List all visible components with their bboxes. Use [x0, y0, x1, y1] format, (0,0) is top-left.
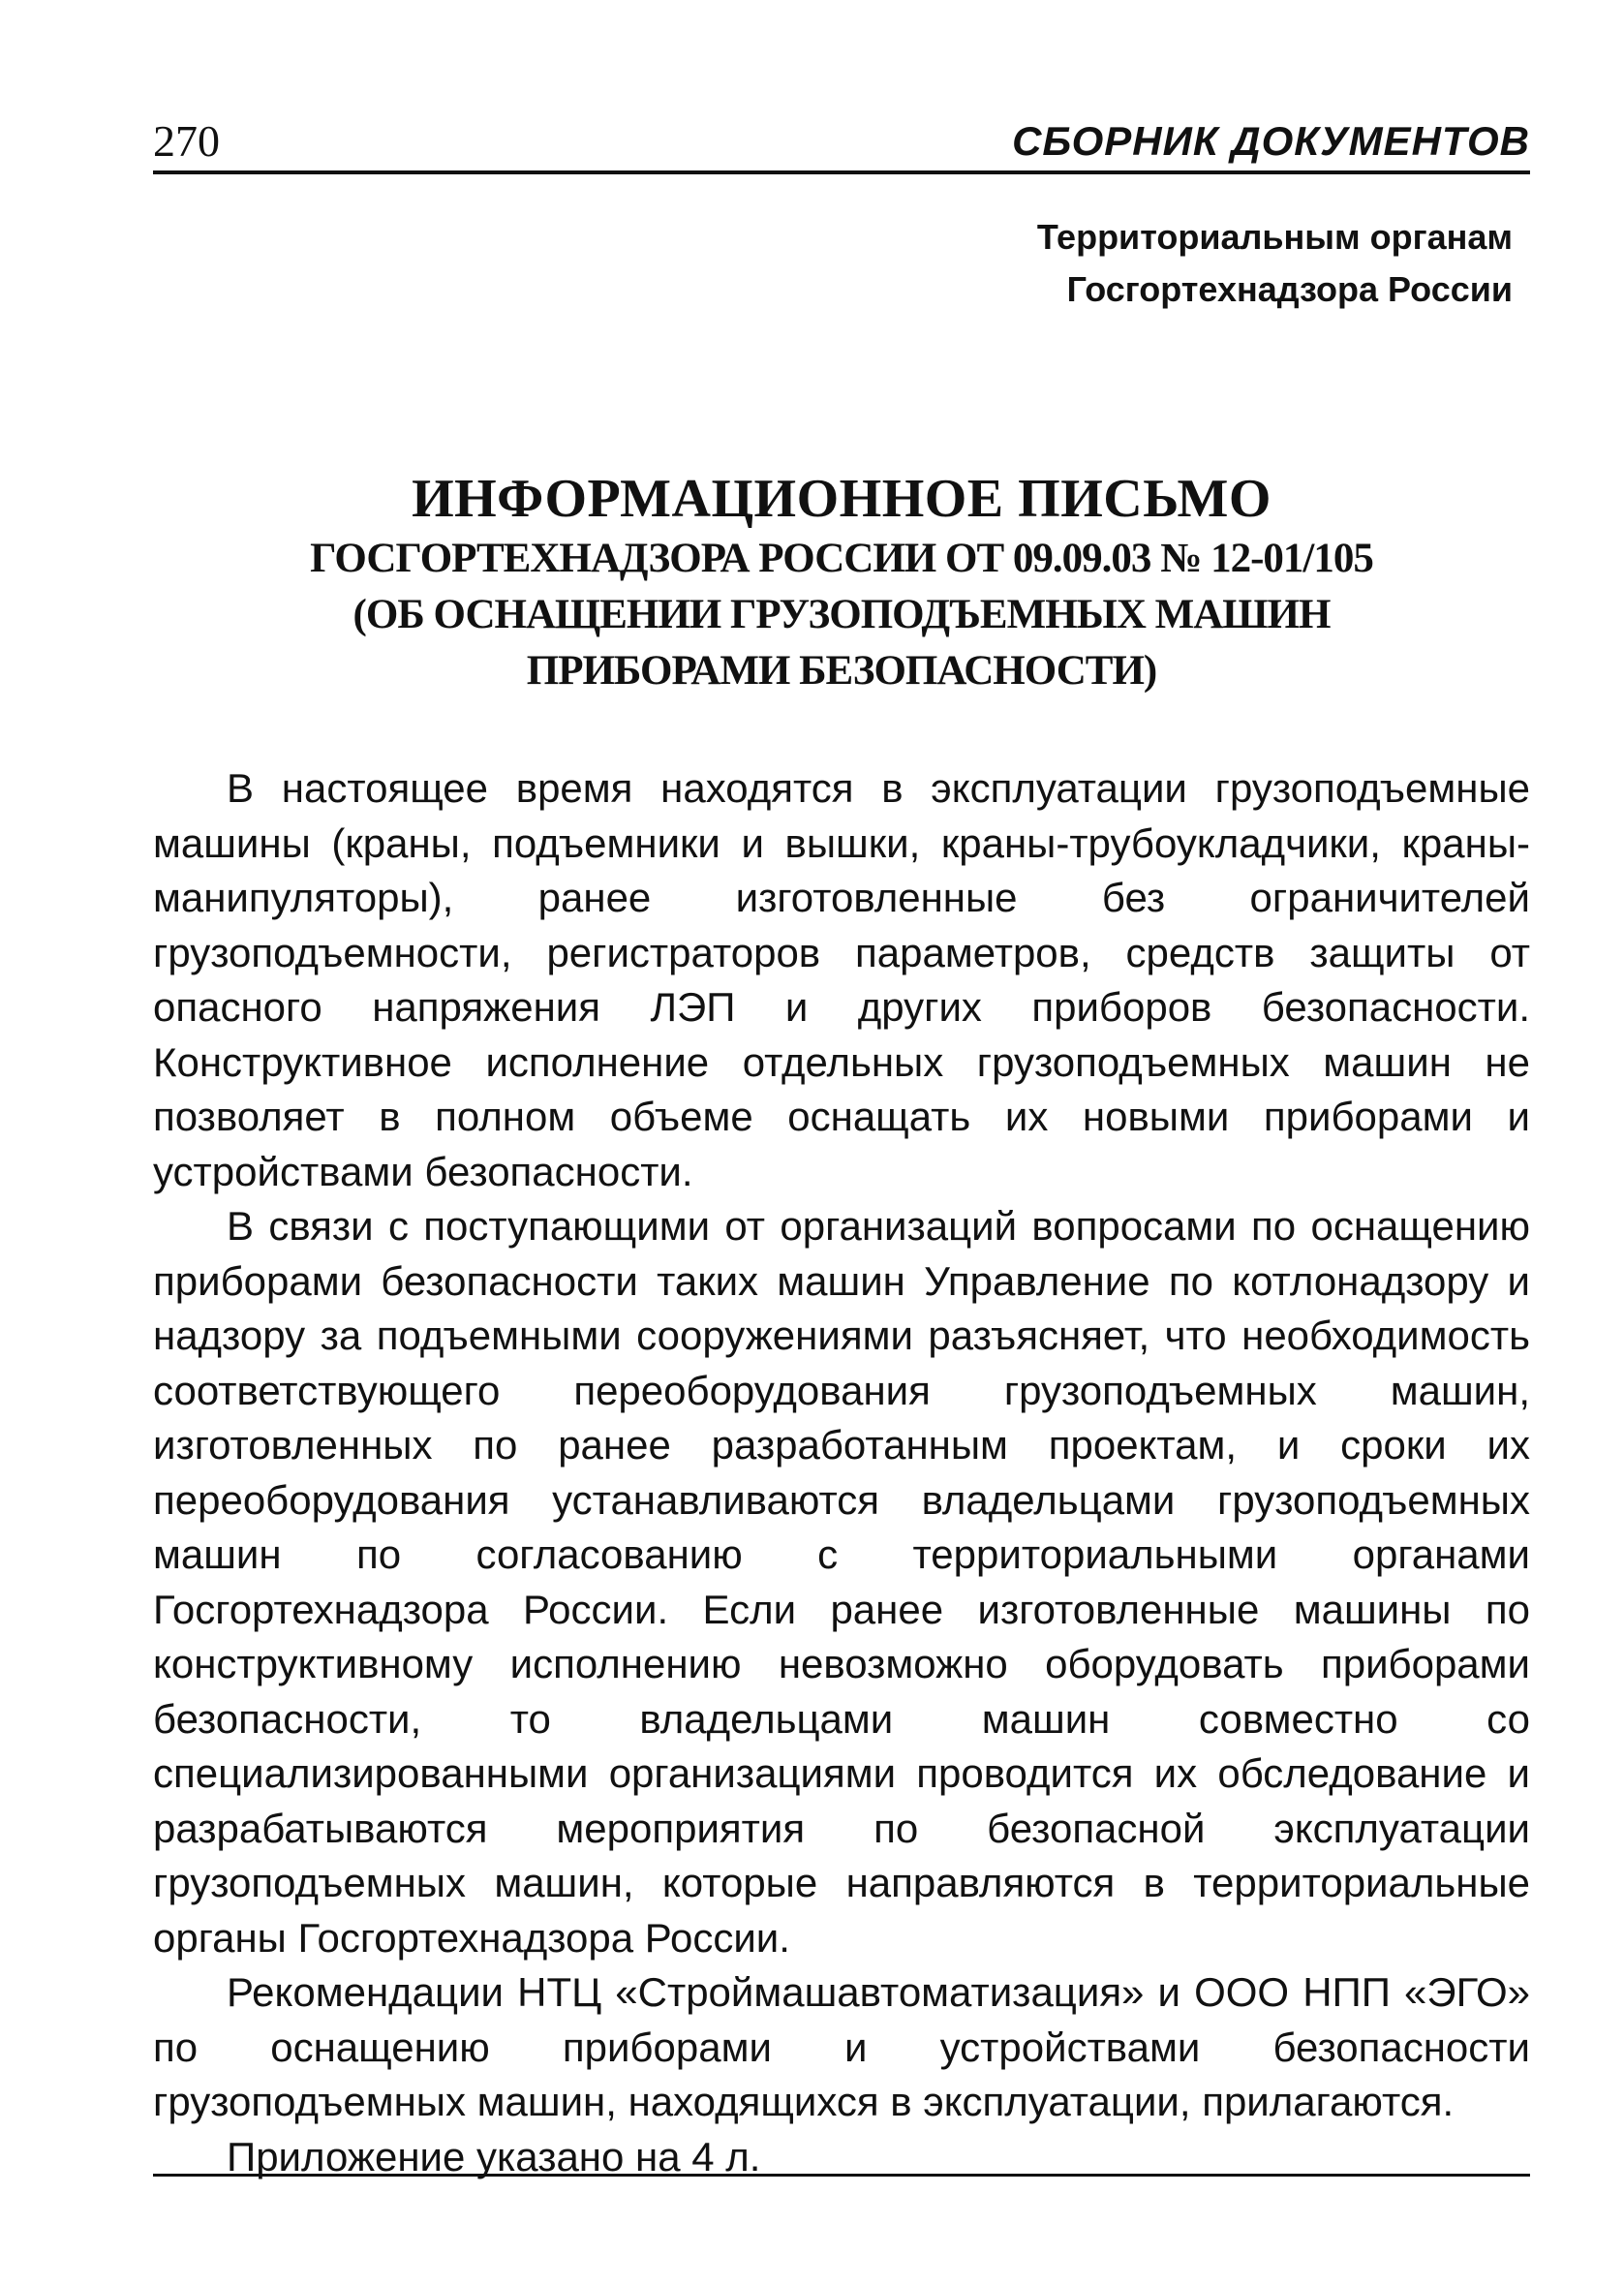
collection-title: СБОРНИК ДОКУМЕНТОВ [1012, 118, 1530, 164]
title-line: ПРИБОРАМИ БЕЗОПАСНОСТИ) [526, 648, 1157, 694]
addressee-block [153, 211, 1513, 316]
addressee-line: Территориальным органам [1036, 217, 1513, 257]
addressee-line: Госгортехнадзора России [1066, 269, 1513, 309]
running-header [153, 108, 1530, 174]
bottom-divider [153, 2174, 1530, 2177]
title-main: ИНФОРМАЦИОННОЕ ПИСЬМО [412, 469, 1272, 529]
page-number: 270 [153, 116, 220, 166]
body-paragraph: Приложение указано на 4 л. [227, 2133, 761, 2179]
document-page [153, 108, 1530, 2240]
title-line: ГОСГОРТЕХНАДЗОРА РОССИИ ОТ 09.09.03 № 12-01/105 [310, 536, 1373, 581]
letter-body [153, 761, 1530, 2184]
body-paragraph: Рекомендации НТЦ «Строймашавтоматизация» и ООО НПП «ЭГО» по оснащению приборами и устройствами безопасности грузоподъемных машин, находящихся в эксплуатации, прилагаются. [153, 1969, 1530, 2124]
body-paragraph: В настоящее время находятся в эксплуатации грузоподъемные машины (краны, подъемники и вышки, краны-трубоукладчики, краны-манипуляторы), ранее изготовленные без ограничителей грузоподъемности, регистраторов параметров, средств защиты от опасного напряжения ЛЭП и других приборов безопасности. Конструктивное исполнение отдельных грузоподъемных машин не позволяет в полном объеме оснащать их новыми приборами и устройствами безопасности. [153, 765, 1530, 1194]
body-paragraph: В связи с поступающими от организаций вопросами по оснащению приборами безопасности таких машин Управление по котлонадзору и надзору за подъемными сооружениями разъясняет, что необходимость соответствующего переоборудования грузоподъемных машин, изготовленных по ранее разработанным проектам, и сроки их переоборудования устанавливаются владельцами грузоподъемных машин по согласованию с территориальными органами Госгортехнадзора России. Если ранее изготовленные машины по конструктивному исполнению невозможно оборудовать приборами безопасности, то владельцами машин совместно со специализированными организациями проводится их обследование и разрабатываются мероприятия по безопасной эксплуатации грузоподъемных машин, которые направляются в территориальные органы Госгортехнадзора России. [153, 1203, 1530, 1961]
document-title [153, 467, 1530, 699]
title-line: (ОБ ОСНАЩЕНИИ ГРУЗОПОДЪЕМНЫХ МАШИН [352, 592, 1331, 637]
